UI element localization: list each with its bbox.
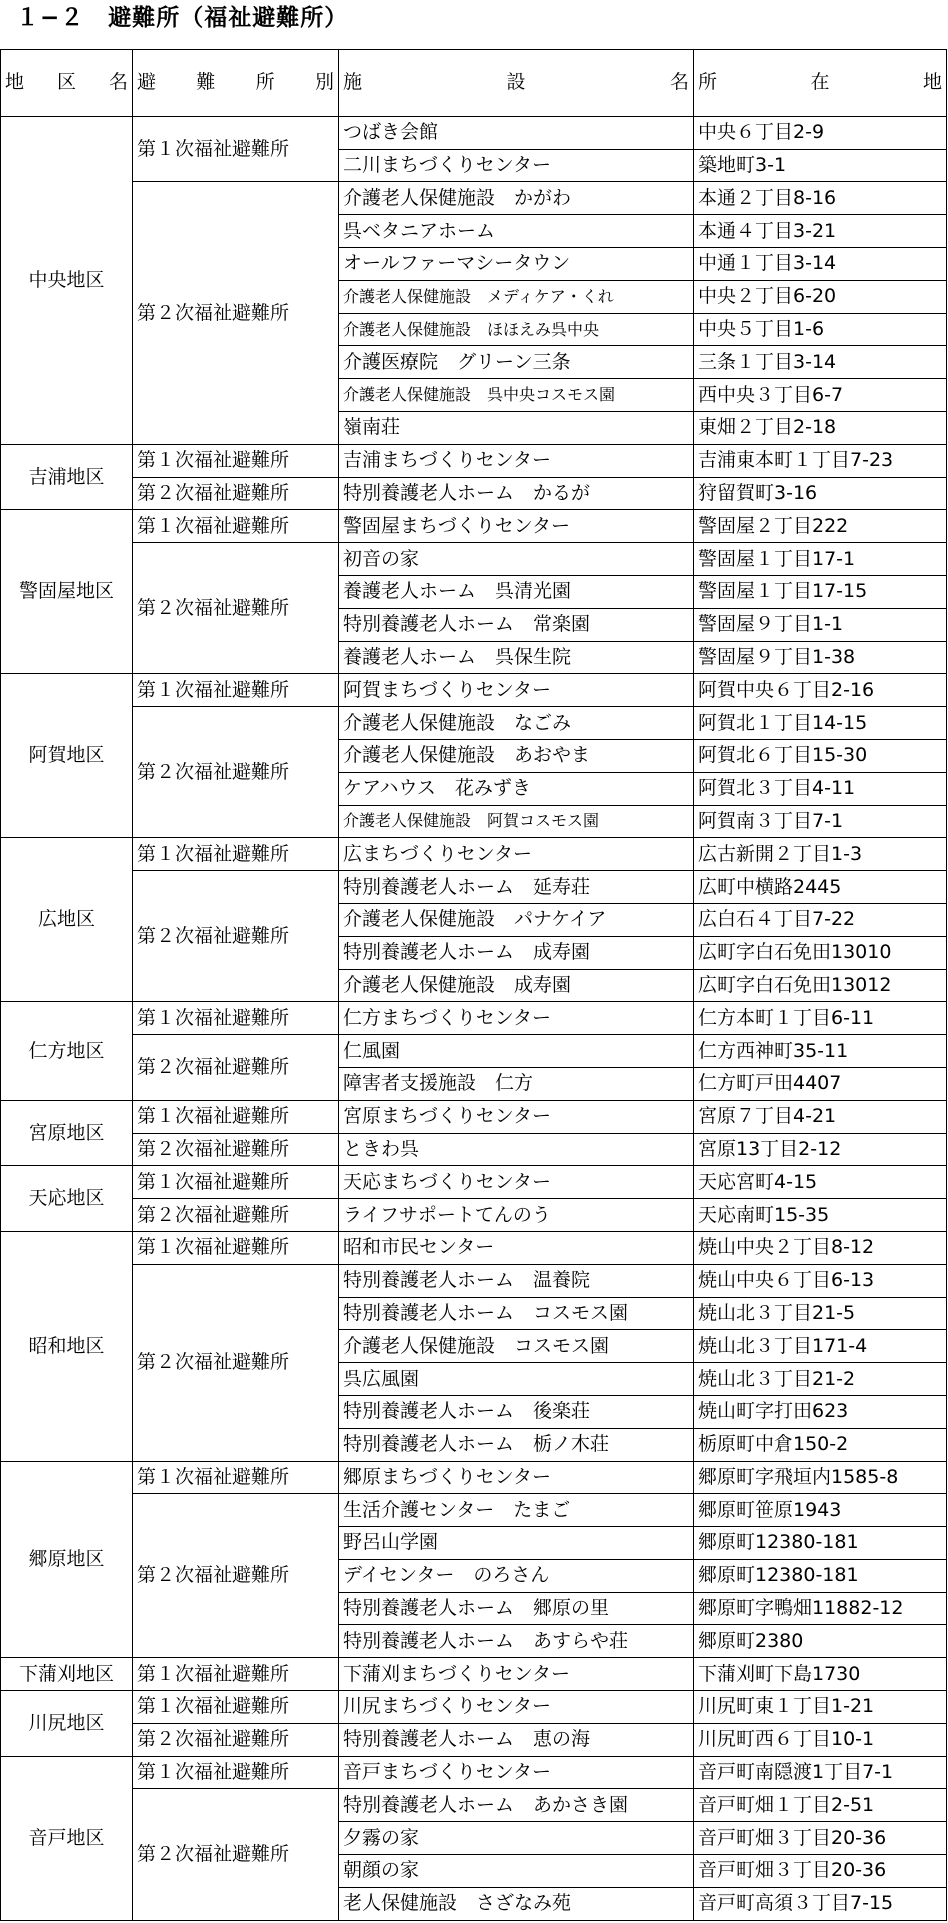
address-cell: 仁方西神町35-11	[694, 1035, 947, 1068]
address-cell: 広町字白石免田13010	[694, 936, 947, 969]
address-cell: 中央６丁目2-9	[694, 116, 947, 149]
facility-name-cell: 特別養護老人ホーム あかさき園	[339, 1789, 694, 1822]
table-row	[1, 1264, 947, 1297]
table-row	[1, 1461, 947, 1494]
facility-name-cell: 夕霧の家	[339, 1822, 694, 1855]
facility-name-cell: 野呂山学園	[339, 1527, 694, 1560]
shelter-table	[0, 49, 947, 1921]
shelter-type-cell: 第２次福祉避難所	[133, 1035, 339, 1101]
facility-name-cell: 警固屋まちづくりセンター	[339, 510, 694, 543]
table-row	[1, 1035, 947, 1068]
address-cell: 栃原町中倉150-2	[694, 1428, 947, 1461]
header-type-char: 避	[137, 71, 157, 94]
address-cell: 中通１丁目3-14	[694, 248, 947, 281]
address-cell: 下蒲刈町下島1730	[694, 1658, 947, 1691]
shelter-type-cell: 第２次福祉避難所	[133, 543, 339, 674]
facility-name-cell: 仁風園	[339, 1035, 694, 1068]
address-cell: 築地町3-1	[694, 149, 947, 182]
facility-name-cell: 介護老人保健施設 コスモス園	[339, 1330, 694, 1363]
address-cell: 音戸町高須３丁目7-15	[694, 1887, 947, 1920]
table-row	[1, 477, 947, 510]
facility-name-cell: 介護老人保健施設 メディケア・くれ	[339, 280, 694, 313]
facility-name-cell: 介護老人保健施設 かがわ	[339, 182, 694, 215]
facility-name-cell: 介護老人保健施設 成寿園	[339, 969, 694, 1002]
facility-name-cell: ケアハウス 花みずき	[339, 772, 694, 805]
address-cell: 宮原７丁目4-21	[694, 1100, 947, 1133]
district-name-cell: 吉浦地区	[1, 444, 133, 510]
district-name-cell: 宮原地区	[1, 1100, 133, 1166]
shelter-type-cell: 第１次福祉避難所	[133, 444, 339, 477]
facility-name-cell: 介護老人保健施設 あおやま	[339, 739, 694, 772]
facility-name-cell: 川尻まちづくりセンター	[339, 1691, 694, 1724]
header-address-char: 在	[810, 71, 830, 94]
facility-name-cell: 郷原まちづくりセンター	[339, 1461, 694, 1494]
table-row	[1, 1691, 947, 1724]
shelter-type-cell: 第１次福祉避難所	[133, 1166, 339, 1199]
address-cell: 音戸町畑１丁目2-51	[694, 1789, 947, 1822]
shelter-type-cell: 第１次福祉避難所	[133, 1658, 339, 1691]
header-facility-char: 設	[506, 71, 526, 94]
address-cell: 東畑２丁目2-18	[694, 412, 947, 445]
address-cell: 焼山北３丁目171-4	[694, 1330, 947, 1363]
address-cell: 仁方本町１丁目6-11	[694, 1002, 947, 1035]
address-cell: 吉浦東本町１丁目7-23	[694, 444, 947, 477]
facility-name-cell: 阿賀まちづくりセンター	[339, 674, 694, 707]
facility-name-cell: 特別養護老人ホーム 恵の海	[339, 1723, 694, 1756]
district-name-cell: 阿賀地区	[1, 674, 133, 838]
district-name-cell: 下蒲刈地区	[1, 1658, 133, 1691]
address-cell: 焼山北３丁目21-5	[694, 1297, 947, 1330]
facility-name-cell: 昭和市民センター	[339, 1231, 694, 1264]
table-row	[1, 1789, 947, 1822]
table-row	[1, 510, 947, 543]
shelter-type-cell: 第２次福祉避難所	[133, 1264, 339, 1461]
facility-name-cell: 介護老人保健施設 パナケイア	[339, 903, 694, 936]
header-address	[694, 50, 947, 117]
address-cell: 阿賀北６丁目15-30	[694, 739, 947, 772]
address-cell: 宮原13丁目2-12	[694, 1133, 947, 1166]
page-title: １−２ 避難所（福祉避難所）	[16, 5, 349, 31]
district-name-cell: 広地区	[1, 838, 133, 1002]
shelter-type-cell: 第２次福祉避難所	[133, 1199, 339, 1232]
address-cell: 西中央３丁目6-7	[694, 379, 947, 412]
facility-name-cell: ライフサポートてんのう	[339, 1199, 694, 1232]
facility-name-cell: 特別養護老人ホーム 温養院	[339, 1264, 694, 1297]
facility-name-cell: デイセンター のろさん	[339, 1559, 694, 1592]
district-name-cell: 中央地区	[1, 116, 133, 444]
header-address-char: 所	[698, 71, 718, 94]
table-row	[1, 1133, 947, 1166]
address-cell: 広白石４丁目7-22	[694, 903, 947, 936]
facility-name-cell: 生活介護センター たまご	[339, 1494, 694, 1527]
facility-name-cell: 宮原まちづくりセンター	[339, 1100, 694, 1133]
table-row	[1, 1199, 947, 1232]
shelter-type-cell: 第１次福祉避難所	[133, 510, 339, 543]
address-cell: 阿賀中央６丁目2-16	[694, 674, 947, 707]
address-cell: 広町字白石免田13012	[694, 969, 947, 1002]
header-type-char: 所	[255, 71, 275, 94]
address-cell: 焼山町字打田623	[694, 1395, 947, 1428]
facility-name-cell: 特別養護老人ホーム 栃ノ木荘	[339, 1428, 694, 1461]
table-row	[1, 1723, 947, 1756]
facility-name-cell: 介護老人保健施設 ほほえみ呉中央	[339, 313, 694, 346]
address-cell: 郷原町笹原1943	[694, 1494, 947, 1527]
address-cell: 音戸町南隠渡1丁目7-1	[694, 1756, 947, 1789]
shelter-type-cell: 第２次福祉避難所	[133, 182, 339, 444]
facility-name-cell: 障害者支援施設 仁方	[339, 1067, 694, 1100]
district-name-cell: 昭和地区	[1, 1231, 133, 1461]
address-cell: 広古新開２丁目1-3	[694, 838, 947, 871]
address-cell: 音戸町畑３丁目20-36	[694, 1855, 947, 1888]
address-cell: 警固屋１丁目17-1	[694, 543, 947, 576]
facility-name-cell: 音戸まちづくりセンター	[339, 1756, 694, 1789]
header-type-char: 難	[196, 71, 216, 94]
header-row	[1, 50, 947, 117]
address-cell: 中央２丁目6-20	[694, 280, 947, 313]
shelter-type-cell: 第２次福祉避難所	[133, 1133, 339, 1166]
table-row	[1, 871, 947, 904]
header-district-char: 地	[5, 71, 25, 94]
address-cell: 郷原町字鴨畑11882-12	[694, 1592, 947, 1625]
header-address-char: 地	[922, 71, 942, 94]
address-cell: 広町中横路2445	[694, 871, 947, 904]
facility-name-cell: 介護老人保健施設 呉中央コスモス園	[339, 379, 694, 412]
table-row	[1, 1100, 947, 1133]
table-row	[1, 707, 947, 740]
address-cell: 警固屋１丁目17-15	[694, 575, 947, 608]
facility-name-cell: 二川まちづくりセンター	[339, 149, 694, 182]
facility-name-cell: 特別養護老人ホーム コスモス園	[339, 1297, 694, 1330]
address-cell: 焼山中央２丁目8-12	[694, 1231, 947, 1264]
shelter-type-cell: 第１次福祉避難所	[133, 116, 339, 182]
shelter-type-cell: 第１次福祉避難所	[133, 1231, 339, 1264]
facility-name-cell: 広まちづくりセンター	[339, 838, 694, 871]
header-type-char: 別	[314, 71, 334, 94]
address-cell: 狩留賀町3-16	[694, 477, 947, 510]
address-cell: 阿賀南３丁目7-1	[694, 805, 947, 838]
shelter-table-body	[1, 50, 947, 1921]
header-facility-char: 名	[669, 71, 689, 94]
facility-name-cell: 嶺南荘	[339, 412, 694, 445]
header-district	[1, 50, 133, 117]
shelter-type-cell: 第２次福祉避難所	[133, 1494, 339, 1658]
header-district-char: 区	[56, 71, 76, 94]
table-row	[1, 182, 947, 215]
facility-name-cell: 養護老人ホーム 呉清光園	[339, 575, 694, 608]
facility-name-cell: 介護老人保健施設 なごみ	[339, 707, 694, 740]
table-row	[1, 1231, 947, 1264]
address-cell: 川尻町西６丁目10-1	[694, 1723, 947, 1756]
facility-name-cell: 介護老人保健施設 阿賀コスモス園	[339, 805, 694, 838]
header-district-char: 名	[108, 71, 128, 94]
district-name-cell: 警固屋地区	[1, 510, 133, 674]
address-cell: 三条１丁目3-14	[694, 346, 947, 379]
table-row	[1, 116, 947, 149]
table-row	[1, 543, 947, 576]
district-name-cell: 天応地区	[1, 1166, 133, 1232]
address-cell: 天応南町15-35	[694, 1199, 947, 1232]
facility-name-cell: 呉広風園	[339, 1363, 694, 1396]
table-row	[1, 1166, 947, 1199]
shelter-type-cell: 第１次福祉避難所	[133, 1100, 339, 1133]
address-cell: 郷原町12380-181	[694, 1559, 947, 1592]
facility-name-cell: 天応まちづくりセンター	[339, 1166, 694, 1199]
facility-name-cell: 介護医療院 グリーン三条	[339, 346, 694, 379]
shelter-type-cell: 第１次福祉避難所	[133, 1756, 339, 1789]
header-facility	[339, 50, 694, 117]
shelter-type-cell: 第２次福祉避難所	[133, 1789, 339, 1921]
facility-name-cell: 特別養護老人ホーム 延寿荘	[339, 871, 694, 904]
facility-name-cell: 仁方まちづくりセンター	[339, 1002, 694, 1035]
district-name-cell: 郷原地区	[1, 1461, 133, 1658]
facility-name-cell: 特別養護老人ホーム 常楽園	[339, 608, 694, 641]
table-row	[1, 674, 947, 707]
facility-name-cell: 下蒲刈まちづくりセンター	[339, 1658, 694, 1691]
header-type	[133, 50, 339, 117]
address-cell: 仁方町戸田4407	[694, 1067, 947, 1100]
facility-name-cell: つばき会館	[339, 116, 694, 149]
address-cell: 郷原町2380	[694, 1625, 947, 1658]
address-cell: 中央５丁目1-6	[694, 313, 947, 346]
facility-name-cell: 初音の家	[339, 543, 694, 576]
facility-name-cell: 特別養護老人ホーム かるが	[339, 477, 694, 510]
table-row	[1, 838, 947, 871]
table-row	[1, 1658, 947, 1691]
shelter-type-cell: 第１次福祉避難所	[133, 838, 339, 871]
facility-name-cell: オールファーマシータウン	[339, 248, 694, 281]
facility-name-cell: 吉浦まちづくりセンター	[339, 444, 694, 477]
table-row	[1, 1494, 947, 1527]
address-cell: 郷原町12380-181	[694, 1527, 947, 1560]
district-name-cell: 川尻地区	[1, 1691, 133, 1757]
address-cell: 天応宮町4-15	[694, 1166, 947, 1199]
address-cell: 阿賀北１丁目14-15	[694, 707, 947, 740]
table-row	[1, 1756, 947, 1789]
facility-name-cell: ときわ呉	[339, 1133, 694, 1166]
shelter-type-cell: 第１次福祉避難所	[133, 1691, 339, 1724]
facility-name-cell: 特別養護老人ホーム 成寿園	[339, 936, 694, 969]
facility-name-cell: 呉ベタニアホーム	[339, 215, 694, 248]
shelter-type-cell: 第１次福祉避難所	[133, 674, 339, 707]
facility-name-cell: 特別養護老人ホーム あすらや荘	[339, 1625, 694, 1658]
shelter-type-cell: 第２次福祉避難所	[133, 871, 339, 1002]
address-cell: 焼山中央６丁目6-13	[694, 1264, 947, 1297]
header-facility-char: 施	[343, 71, 363, 94]
table-row	[1, 1002, 947, 1035]
shelter-type-cell: 第１次福祉避難所	[133, 1002, 339, 1035]
shelter-type-cell: 第２次福祉避難所	[133, 707, 339, 838]
district-name-cell: 仁方地区	[1, 1002, 133, 1100]
address-cell: 郷原町字飛垣内1585-8	[694, 1461, 947, 1494]
address-cell: 本通４丁目3-21	[694, 215, 947, 248]
address-cell: 川尻町東１丁目1-21	[694, 1691, 947, 1724]
facility-name-cell: 特別養護老人ホーム 郷原の里	[339, 1592, 694, 1625]
facility-name-cell: 朝顔の家	[339, 1855, 694, 1888]
shelter-type-cell: 第２次福祉避難所	[133, 477, 339, 510]
address-cell: 音戸町畑３丁目20-36	[694, 1822, 947, 1855]
address-cell: 焼山北３丁目21-2	[694, 1363, 947, 1396]
facility-name-cell: 特別養護老人ホーム 後楽荘	[339, 1395, 694, 1428]
address-cell: 阿賀北３丁目4-11	[694, 772, 947, 805]
facility-name-cell: 老人保健施設 さざなみ苑	[339, 1887, 694, 1920]
address-cell: 警固屋９丁目1-38	[694, 641, 947, 674]
address-cell: 警固屋２丁目222	[694, 510, 947, 543]
district-name-cell: 音戸地区	[1, 1756, 133, 1920]
address-cell: 本通２丁目8-16	[694, 182, 947, 215]
shelter-type-cell: 第１次福祉避難所	[133, 1461, 339, 1494]
shelter-type-cell: 第２次福祉避難所	[133, 1723, 339, 1756]
facility-name-cell: 養護老人ホーム 呉保生院	[339, 641, 694, 674]
table-row	[1, 444, 947, 477]
address-cell: 警固屋９丁目1-1	[694, 608, 947, 641]
